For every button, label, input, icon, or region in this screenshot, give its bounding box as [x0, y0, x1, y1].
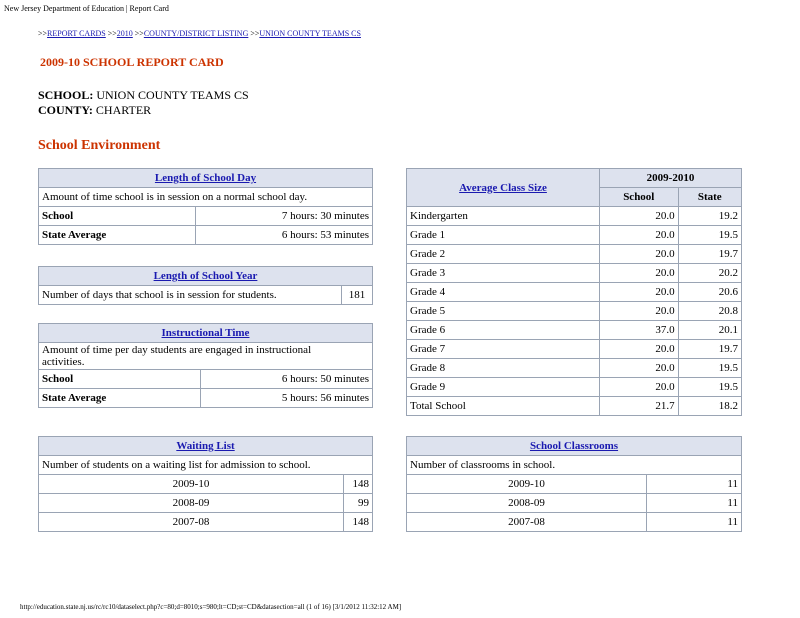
- row-school: 21.7: [600, 397, 679, 416]
- row-value: 11: [647, 513, 742, 532]
- breadcrumb-link-year[interactable]: 2010: [116, 29, 133, 38]
- average-class-size-table: [406, 168, 742, 416]
- row-grade: Grade 2: [407, 245, 600, 264]
- average-class-size-header: [407, 169, 600, 207]
- row-state: 19.7: [678, 340, 741, 359]
- table-row: [407, 397, 742, 416]
- row-value: 6 hours: 53 minutes: [196, 226, 373, 245]
- table-row: [39, 370, 373, 389]
- row-school: 37.0: [600, 321, 679, 340]
- table-row: [39, 226, 373, 245]
- row-grade: Grade 9: [407, 378, 600, 397]
- table-row: [39, 389, 373, 408]
- row-label: School: [39, 207, 196, 226]
- row-school: 20.0: [600, 359, 679, 378]
- row-year: 2007-08: [39, 513, 344, 532]
- school-info: [38, 88, 249, 118]
- row-state: 19.7: [678, 245, 741, 264]
- length-of-day-table: [38, 168, 373, 245]
- average-class-size-link[interactable]: Average Class Size: [459, 181, 547, 194]
- row-state: 19.5: [678, 359, 741, 378]
- table-row: [407, 226, 742, 245]
- length-of-year-value: 181: [342, 286, 373, 305]
- row-school: 20.0: [600, 283, 679, 302]
- page-footer-url: http://education.state.nj.us/rc/rc10/dataselect.php?c=80;d=8010;s=980;lt=CD;st=CD&datasection=all (1 of 16) [3/1/2012 11:32:12 AM]: [20, 603, 402, 611]
- row-value: 7 hours: 30 minutes: [196, 207, 373, 226]
- table-row: [407, 207, 742, 226]
- page-header: New Jersey Department of Education | Report Card: [4, 4, 169, 13]
- row-value: 148: [344, 513, 373, 532]
- length-of-year-table: [38, 266, 373, 305]
- table-row: [39, 207, 373, 226]
- column-header-school: School: [600, 188, 679, 207]
- row-grade: Grade 6: [407, 321, 600, 340]
- breadcrumb-separator: >>: [38, 29, 48, 38]
- row-grade: Total School: [407, 397, 600, 416]
- row-value: 11: [647, 494, 742, 513]
- table-row: [407, 283, 742, 302]
- table-row: [407, 245, 742, 264]
- school-name: UNION COUNTY TEAMS CS: [96, 88, 249, 102]
- row-year: 2008-09: [39, 494, 344, 513]
- instructional-time-description: Amount of time per day students are engaged in instructional activities.: [39, 343, 373, 370]
- column-header-state: State: [678, 188, 741, 207]
- row-label: School: [39, 370, 201, 389]
- row-school: 20.0: [600, 302, 679, 321]
- row-label: State Average: [39, 226, 196, 245]
- breadcrumb-link-report-cards[interactable]: REPORT CARDS: [47, 29, 106, 38]
- row-label: State Average: [39, 389, 201, 408]
- instructional-time-header: [39, 324, 373, 343]
- row-grade: Grade 1: [407, 226, 600, 245]
- row-year: 2009-10: [39, 475, 344, 494]
- row-school: 20.0: [600, 340, 679, 359]
- waiting-list-link[interactable]: Waiting List: [176, 440, 235, 452]
- row-state: 20.2: [678, 264, 741, 283]
- row-grade: Grade 4: [407, 283, 600, 302]
- row-year: 2008-09: [407, 494, 647, 513]
- length-of-day-header: [39, 169, 373, 188]
- row-grade: Grade 8: [407, 359, 600, 378]
- waiting-list-description: Number of students on a waiting list for admission to school.: [39, 456, 373, 475]
- table-row: [39, 494, 373, 513]
- table-row: [39, 286, 373, 305]
- row-state: 18.2: [678, 397, 741, 416]
- length-of-day-link[interactable]: Length of School Day: [154, 172, 257, 184]
- school-label: SCHOOL:: [38, 88, 94, 102]
- row-value: 99: [344, 494, 373, 513]
- row-year: 2009-10: [407, 475, 647, 494]
- breadcrumb-separator: >>: [248, 29, 260, 38]
- year-header: 2009-2010: [600, 169, 742, 188]
- school-classrooms-link[interactable]: School Classrooms: [529, 440, 619, 452]
- table-row: [407, 475, 742, 494]
- section-title: School Environment: [38, 138, 161, 153]
- waiting-list-header: [39, 437, 373, 456]
- report-title: 2009-10 SCHOOL REPORT CARD: [40, 55, 224, 69]
- instructional-time-link[interactable]: Instructional Time: [161, 327, 250, 339]
- table-row: [407, 264, 742, 283]
- table-row: [39, 475, 373, 494]
- row-school: 20.0: [600, 226, 679, 245]
- breadcrumb: [38, 29, 361, 38]
- waiting-list-table: [38, 436, 373, 532]
- school-classrooms-description: Number of classrooms in school.: [407, 456, 742, 475]
- school-classrooms-header: [407, 437, 742, 456]
- table-row: [407, 359, 742, 378]
- length-of-year-description: Number of days that school is in session for students.: [39, 286, 342, 305]
- table-row: [407, 302, 742, 321]
- breadcrumb-separator: >>: [132, 29, 144, 38]
- breadcrumb-link-county-listing[interactable]: COUNTY/DISTRICT LISTING: [143, 29, 249, 38]
- county-label: COUNTY:: [38, 103, 93, 117]
- row-grade: Kindergarten: [407, 207, 600, 226]
- table-row: [407, 378, 742, 397]
- row-value: 5 hours: 56 minutes: [201, 389, 373, 408]
- table-row: [407, 321, 742, 340]
- length-of-year-link[interactable]: Length of School Year: [153, 270, 258, 282]
- row-state: 20.8: [678, 302, 741, 321]
- length-of-year-header: [39, 267, 373, 286]
- table-row: [407, 494, 742, 513]
- row-value: 148: [344, 475, 373, 494]
- table-row: [407, 513, 742, 532]
- row-grade: Grade 7: [407, 340, 600, 359]
- instructional-time-table: [38, 323, 373, 408]
- row-school: 20.0: [600, 378, 679, 397]
- row-state: 20.1: [678, 321, 741, 340]
- row-value: 6 hours: 50 minutes: [201, 370, 373, 389]
- row-year: 2007-08: [407, 513, 647, 532]
- row-state: 19.5: [678, 226, 741, 245]
- row-state: 19.5: [678, 378, 741, 397]
- row-school: 20.0: [600, 207, 679, 226]
- breadcrumb-separator: >>: [105, 29, 117, 38]
- county-name: CHARTER: [95, 103, 152, 117]
- row-state: 19.2: [678, 207, 741, 226]
- breadcrumb-link-school[interactable]: UNION COUNTY TEAMS CS: [259, 29, 361, 38]
- length-of-day-description: Amount of time school is in session on a normal school day.: [39, 188, 373, 207]
- table-row: [407, 340, 742, 359]
- row-school: 20.0: [600, 245, 679, 264]
- row-value: 11: [647, 475, 742, 494]
- table-row: [39, 513, 373, 532]
- row-grade: Grade 5: [407, 302, 600, 321]
- row-grade: Grade 3: [407, 264, 600, 283]
- row-school: 20.0: [600, 264, 679, 283]
- row-state: 20.6: [678, 283, 741, 302]
- school-classrooms-table: [406, 436, 742, 532]
